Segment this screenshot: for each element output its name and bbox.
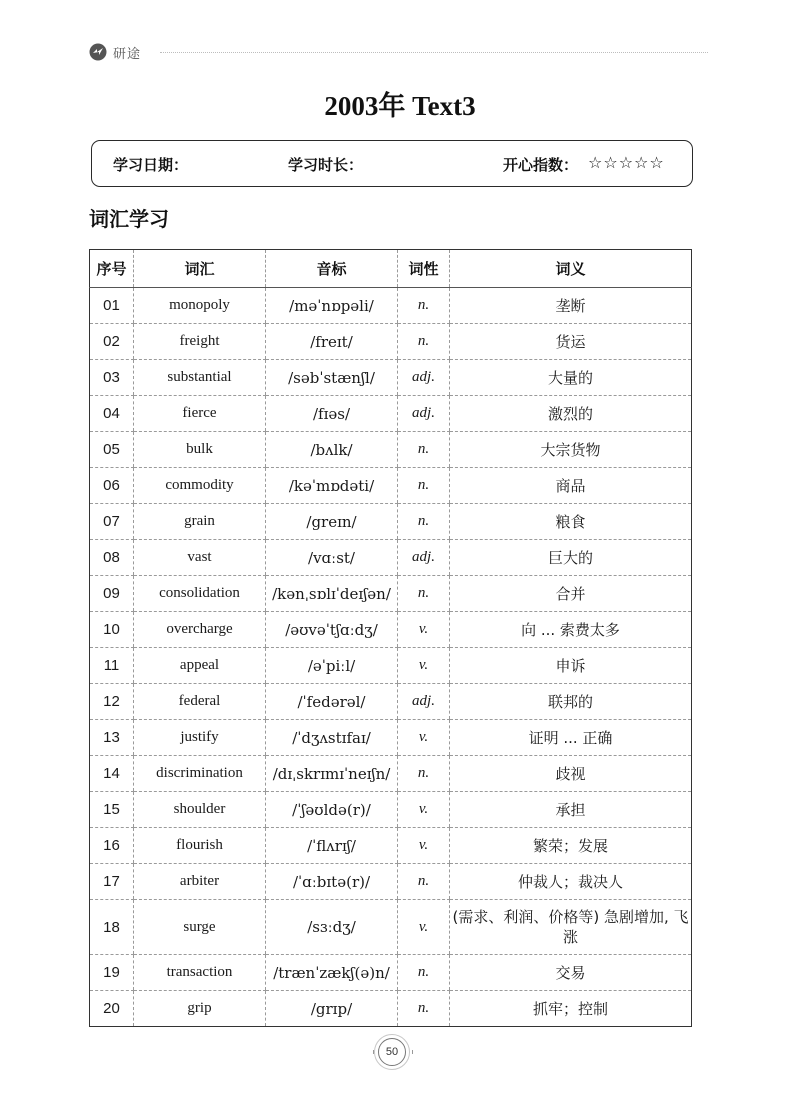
row-word: consolidation: [134, 576, 266, 612]
row-meaning: 货运: [450, 324, 692, 360]
header-divider: [160, 52, 708, 53]
row-number: 13: [90, 720, 134, 756]
row-word: vast: [134, 540, 266, 576]
vocabulary-table: [89, 249, 692, 1027]
row-phonetic: /vɑːst/: [266, 540, 398, 576]
row-word: transaction: [134, 955, 266, 991]
row-meaning: 联邦的: [450, 684, 692, 720]
row-pos: v.: [398, 720, 450, 756]
table-row: [90, 360, 692, 396]
row-pos: v.: [398, 900, 450, 955]
row-phonetic: /greɪn/: [266, 504, 398, 540]
row-phonetic: /kənˌsɒlɪˈdeɪʃən/: [266, 576, 398, 612]
row-word: appeal: [134, 648, 266, 684]
happiness-stars[interactable]: ☆☆☆☆☆: [588, 153, 665, 172]
row-phonetic: /grɪp/: [266, 991, 398, 1027]
row-meaning: 申诉: [450, 648, 692, 684]
row-meaning: 承担: [450, 792, 692, 828]
row-number: 16: [90, 828, 134, 864]
row-word: substantial: [134, 360, 266, 396]
row-phonetic: /ˈfedərəl/: [266, 684, 398, 720]
row-phonetic: /ˈflʌrɪʃ/: [266, 828, 398, 864]
table-row: [90, 792, 692, 828]
table-row: [90, 648, 692, 684]
header-number: 序号: [90, 250, 134, 288]
row-word: overcharge: [134, 612, 266, 648]
row-word: shoulder: [134, 792, 266, 828]
row-phonetic: /ˈʃəʊldə(r)/: [266, 792, 398, 828]
row-number: 14: [90, 756, 134, 792]
row-pos: n.: [398, 864, 450, 900]
table-row: [90, 684, 692, 720]
row-phonetic: /səbˈstænʃl/: [266, 360, 398, 396]
row-pos: n.: [398, 432, 450, 468]
table-row: [90, 828, 692, 864]
row-pos: adj.: [398, 684, 450, 720]
row-number: 05: [90, 432, 134, 468]
row-number: 07: [90, 504, 134, 540]
row-phonetic: /ˈdʒʌstɪfaɪ/: [266, 720, 398, 756]
row-number: 01: [90, 288, 134, 324]
table-row: [90, 324, 692, 360]
study-date-label: 学习日期：: [113, 156, 189, 174]
row-number: 11: [90, 648, 134, 684]
page-title: 2003年 Text3: [324, 91, 476, 121]
header-word: 词汇: [134, 250, 266, 288]
row-pos: n.: [398, 955, 450, 991]
row-phonetic: /freɪt/: [266, 324, 398, 360]
row-pos: n.: [398, 288, 450, 324]
row-phonetic: /trænˈzækʃ(ə)n/: [266, 955, 398, 991]
row-pos: v.: [398, 612, 450, 648]
table-row: [90, 900, 692, 955]
row-meaning: 粮食: [450, 504, 692, 540]
row-meaning: 巨大的: [450, 540, 692, 576]
row-number: 15: [90, 792, 134, 828]
row-number: 19: [90, 955, 134, 991]
table-row: [90, 955, 692, 991]
row-phonetic: /sɜːdʒ/: [266, 900, 398, 955]
table-row: [90, 576, 692, 612]
happiness-label: 开心指数：: [503, 156, 579, 174]
row-meaning: 交易: [450, 955, 692, 991]
page-header: [88, 40, 708, 64]
study-duration-label: 学习时长：: [288, 156, 364, 174]
row-word: freight: [134, 324, 266, 360]
page-number: 50: [378, 1038, 406, 1066]
row-phonetic: /əʊvəˈtʃɑːdʒ/: [266, 612, 398, 648]
row-word: grain: [134, 504, 266, 540]
row-number: 17: [90, 864, 134, 900]
row-pos: n.: [398, 576, 450, 612]
row-word: flourish: [134, 828, 266, 864]
study-record-box: [91, 140, 693, 187]
row-meaning: 大量的: [450, 360, 692, 396]
row-number: 09: [90, 576, 134, 612]
row-number: 10: [90, 612, 134, 648]
row-pos: v.: [398, 648, 450, 684]
table-row: [90, 612, 692, 648]
table-row: [90, 864, 692, 900]
row-number: 04: [90, 396, 134, 432]
row-pos: n.: [398, 468, 450, 504]
table-row: [90, 991, 692, 1027]
row-phonetic: /əˈpiːl/: [266, 648, 398, 684]
table-row: [90, 468, 692, 504]
row-number: 18: [90, 900, 134, 955]
table-row: [90, 720, 692, 756]
table-header-row: [90, 250, 692, 288]
row-phonetic: /bʌlk/: [266, 432, 398, 468]
row-meaning: 商品: [450, 468, 692, 504]
row-meaning: 向 ... 索费太多: [450, 612, 692, 648]
row-word: grip: [134, 991, 266, 1027]
row-pos: n.: [398, 991, 450, 1027]
row-phonetic: /fɪəs/: [266, 396, 398, 432]
row-phonetic: /məˈnɒpəli/: [266, 288, 398, 324]
row-word: commodity: [134, 468, 266, 504]
row-meaning: (需求、利润、价格等) 急剧增加, 飞涨: [450, 900, 692, 955]
row-word: justify: [134, 720, 266, 756]
table-row: [90, 540, 692, 576]
row-pos: n.: [398, 756, 450, 792]
header-pos: 词性: [398, 250, 450, 288]
row-meaning: 激烈的: [450, 396, 692, 432]
row-word: federal: [134, 684, 266, 720]
row-number: 03: [90, 360, 134, 396]
row-meaning: 歧视: [450, 756, 692, 792]
brand-logo: [88, 40, 141, 64]
row-word: surge: [134, 900, 266, 955]
table-row: [90, 756, 692, 792]
row-phonetic: /kəˈmɒdəti/: [266, 468, 398, 504]
row-word: arbiter: [134, 864, 266, 900]
brand-name: 研途: [113, 46, 142, 62]
row-meaning: 合并: [450, 576, 692, 612]
row-word: bulk: [134, 432, 266, 468]
brand-logo-icon: [88, 42, 108, 62]
row-number: 20: [103, 1000, 120, 1017]
section-title: 词汇学习: [89, 207, 169, 231]
row-pos: v.: [398, 828, 450, 864]
row-meaning: 仲裁人；裁决人: [450, 864, 692, 900]
row-meaning: 证明 ... 正确: [450, 720, 692, 756]
row-number: 02: [90, 324, 134, 360]
row-number: 08: [90, 540, 134, 576]
table-row: [90, 288, 692, 324]
row-meaning: 垄断: [450, 288, 692, 324]
row-word: fierce: [134, 396, 266, 432]
row-word: monopoly: [134, 288, 266, 324]
row-phonetic: /dɪˌskrɪmɪˈneɪʃn/: [266, 756, 398, 792]
row-number: 12: [90, 684, 134, 720]
row-pos: adj.: [398, 360, 450, 396]
header-meaning: 词义: [450, 250, 692, 288]
row-word: discrimination: [134, 756, 266, 792]
row-meaning: 繁荣；发展: [450, 828, 692, 864]
table-row: [90, 432, 692, 468]
table-row: [90, 396, 692, 432]
row-pos: v.: [398, 792, 450, 828]
row-pos: adj.: [398, 396, 450, 432]
row-meaning: 抓牢；控制: [450, 991, 692, 1027]
table-row: [90, 504, 692, 540]
row-meaning: 大宗货物: [450, 432, 692, 468]
header-phonetic: 音标: [266, 250, 398, 288]
row-pos: adj.: [398, 540, 450, 576]
row-pos: n.: [398, 324, 450, 360]
row-pos: n.: [398, 504, 450, 540]
row-number: 06: [90, 468, 134, 504]
row-phonetic: /ˈɑːbɪtə(r)/: [266, 864, 398, 900]
